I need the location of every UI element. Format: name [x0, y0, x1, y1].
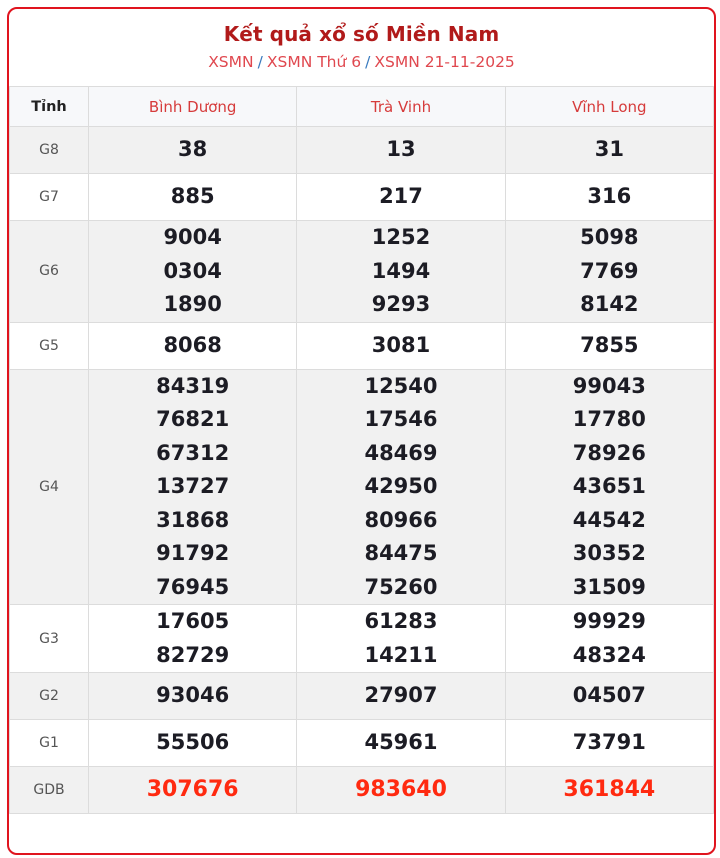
breadcrumb-separator: /: [365, 53, 371, 71]
prize-number: 76821: [156, 407, 230, 431]
results-table: [9, 86, 714, 814]
prize-number: 31868: [156, 507, 230, 532]
prize-number: 27907: [364, 683, 438, 708]
prize-number: 93046: [156, 683, 230, 708]
prize-number: 9293: [371, 292, 431, 316]
prize-number: 48469: [364, 440, 438, 465]
prize-cell: [297, 221, 505, 323]
prize-cell: [505, 127, 713, 174]
results-header: [9, 9, 714, 86]
special-prize-number: 307676: [146, 777, 239, 803]
prize-number: 316: [587, 184, 632, 209]
province-header-tra-vinh[interactable]: Trà Vinh: [297, 87, 505, 127]
prize-number: 30352: [572, 541, 646, 565]
prize-number: 5098: [580, 225, 639, 249]
prize-number: 91792: [156, 541, 230, 565]
prize-number: 1890: [163, 292, 222, 316]
prize-number: 217: [379, 184, 423, 209]
prize-cell: [89, 369, 297, 605]
prize-cell: [89, 720, 297, 767]
prize-number: 1494: [371, 258, 431, 283]
prize-cell: [297, 369, 505, 605]
prize-cell: [89, 127, 297, 174]
breadcrumb-xsmn-thu-6[interactable]: XSMN Thứ 6: [266, 53, 362, 71]
table-row-g6: [10, 221, 714, 323]
prize-number: 9004: [163, 225, 222, 249]
prize-cell: [89, 322, 297, 369]
prize-number: 7855: [580, 332, 639, 357]
prize-number: 44542: [572, 507, 646, 532]
prize-cell: [89, 673, 297, 720]
prize-cell: [89, 605, 297, 673]
prize-cell: [505, 720, 713, 767]
prize-cell: [297, 605, 505, 673]
prize-number: 55506: [156, 730, 230, 755]
prize-cell: [297, 720, 505, 767]
prize-cell: [297, 673, 505, 720]
prize-cell: [505, 605, 713, 673]
prize-number: 8142: [580, 292, 639, 316]
table-header-row: [10, 87, 714, 127]
breadcrumb-separator: /: [257, 53, 263, 71]
prize-number: 17546: [364, 407, 438, 431]
prize-number: 0304: [163, 258, 222, 283]
prize-number: 31: [594, 137, 624, 162]
prize-cell: [297, 174, 505, 221]
province-label-header: Tỉnh: [10, 87, 89, 127]
prize-cell: [505, 767, 713, 814]
prize-number: 61283: [364, 609, 438, 633]
prize-number: 04507: [572, 683, 646, 708]
prize-number: 99043: [572, 373, 646, 398]
prize-cell: [505, 174, 713, 221]
special-prize-number: 361844: [563, 777, 656, 803]
prize-label: GDB: [10, 767, 89, 814]
prize-label: G2: [10, 673, 89, 720]
prize-number: 84319: [156, 373, 230, 398]
prize-number: 13727: [156, 474, 230, 498]
prize-number: 75260: [364, 574, 438, 599]
table-row-g4: [10, 369, 714, 605]
prize-label: G1: [10, 720, 89, 767]
breadcrumb-xsmn-date[interactable]: XSMN 21-11-2025: [374, 53, 515, 71]
prize-number: 7769: [580, 258, 639, 283]
prize-cell: [505, 221, 713, 323]
prize-cell: [505, 369, 713, 605]
prize-cell: [297, 767, 505, 814]
prize-number: 99929: [572, 609, 646, 633]
table-row-g3: [10, 605, 714, 673]
prize-number: 78926: [572, 440, 646, 465]
prize-number: 885: [170, 184, 215, 209]
prize-cell: [89, 174, 297, 221]
prize-number: 17605: [156, 609, 230, 633]
prize-label: G6: [10, 221, 89, 323]
prize-label: G7: [10, 174, 89, 221]
table-row-gdb: [10, 767, 714, 814]
prize-cell: [89, 767, 297, 814]
prize-number: 73791: [572, 730, 646, 755]
table-row-g1: [10, 720, 714, 767]
special-prize-number: 983640: [355, 777, 447, 803]
province-header-binh-duong[interactable]: Bình Dương: [89, 87, 297, 127]
table-row-g8: [10, 127, 714, 174]
prize-number: 8068: [163, 332, 222, 357]
province-header-vinh-long[interactable]: Vĩnh Long: [505, 87, 713, 127]
prize-number: 80966: [364, 507, 438, 532]
prize-label: G8: [10, 127, 89, 174]
table-row-g2: [10, 673, 714, 720]
prize-number: 45961: [364, 730, 438, 755]
table-row-g7: [10, 174, 714, 221]
prize-number: 84475: [364, 541, 438, 565]
prize-number: 42950: [364, 474, 438, 498]
prize-cell: [505, 322, 713, 369]
results-card: [7, 7, 716, 855]
prize-number: 3081: [371, 332, 431, 357]
prize-number: 13: [386, 137, 416, 162]
prize-number: 38: [178, 137, 208, 162]
prize-number: 48324: [572, 642, 646, 667]
prize-label: G4: [10, 369, 89, 605]
prize-number: 14211: [364, 642, 438, 667]
table-row-g5: [10, 322, 714, 369]
prize-label: G5: [10, 322, 89, 369]
prize-number: 1252: [371, 225, 431, 249]
results-body: [10, 127, 714, 814]
prize-number: 43651: [572, 474, 646, 498]
prize-number: 17780: [572, 407, 646, 431]
prize-cell: [297, 127, 505, 174]
prize-label: G3: [10, 605, 89, 673]
prize-number: 31509: [572, 574, 646, 599]
prize-number: 76945: [156, 574, 230, 599]
prize-cell: [297, 322, 505, 369]
prize-cell: [505, 673, 713, 720]
prize-number: 82729: [156, 642, 230, 667]
page-title: Kết quả xổ số Miền Nam: [223, 22, 500, 46]
prize-cell: [89, 221, 297, 323]
breadcrumb-xsmn[interactable]: XSMN: [208, 53, 254, 71]
breadcrumb: [9, 53, 714, 71]
prize-number: 12540: [364, 373, 438, 398]
prize-number: 67312: [156, 440, 230, 465]
